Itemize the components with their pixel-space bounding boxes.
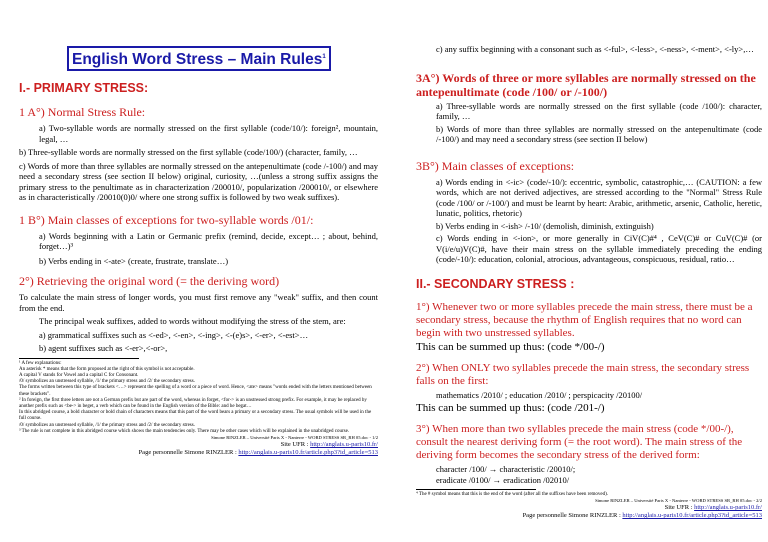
rule-3b-heading: 3B°) Main classes of exceptions: bbox=[416, 158, 575, 173]
rule-2-weak-suffixes: The principal weak suffixes, added to words without modifying the stress of the stem, are: bbox=[39, 316, 346, 327]
secondary-rule-3-example-2: eradicate /0100/ → eradication /02010/ bbox=[436, 474, 570, 485]
secondary-rule-2: 2°) When ONLY two syllables precede the main stress, the secondary stress falls on the first: bbox=[416, 361, 750, 387]
suffix-c-item: c) any suffix beginning with a consonant such as <-ful>, <-less>, <-ness>, <-ment>, <-ly>,… bbox=[436, 44, 754, 54]
section-secondary-stress: II.- SECONDARY STRESS : bbox=[416, 276, 575, 291]
rule-2-agent: b) agent suffixes such as <-er>,<-or>, bbox=[39, 343, 168, 354]
site-ufr-link[interactable]: http://anglais.u-paris10.fr/ bbox=[310, 441, 378, 449]
rule-1b-b: b) Verbs ending in <-ate> (create, frustrate, translate…) bbox=[39, 255, 229, 266]
rule-3b-c: c) Words ending in <-ion>, or more generally in CiV(C)#⁴ , CeV(C)# or CuV(C)# (or V(i/e/u)V(C)#, have their main stress on the syllable immediately preceding the ending (code/-10/): education, colonial, atrocious, advantageous, conspicuous, residual, ratio… bbox=[436, 233, 762, 264]
rule-3b-a: a) Words ending in <-ic> (code/-10/): eccentric, symbolic, catastrophic,… (CAUTION: a few words, which are not derived adjectives, are stressed according to the "Normal" Stress Rule (code /100/ or /-100/) and must be learnt by heart: Arabic, arithmetic, arsenic, Catholic, heretic, lunatic, politics, rhetoric) bbox=[436, 176, 762, 218]
rule-1b bbox=[19, 213, 378, 267]
secondary-rule-1: 1°) Whenever two or more syllables precede the main stress, there must be a secondary stress, because the rhythm of English requires that no word can begin with two unstressed syllables. bbox=[416, 300, 753, 339]
rule-1a-heading: 1 A°) Normal Stress Rule: bbox=[19, 105, 146, 120]
right-page bbox=[388, 0, 768, 542]
rule-1a-a: a) Two-syllable words are normally stressed on the first syllable (code/10/): foreign², mountain, legal, … bbox=[39, 123, 378, 144]
footnote-divider bbox=[19, 358, 139, 359]
secondary-rule-2-summary: This can be summed up thus: (code /201-/) bbox=[416, 402, 605, 414]
rule-1b-a: a) Words beginning with a Latin or Germanic prefix (remind, decide, except… ; about, behind, forget…)³ bbox=[39, 230, 378, 252]
rule-1b-heading: 1 B°) Main classes of exceptions for two-syllable words /01/: bbox=[19, 212, 314, 227]
rule-3a-b: b) Words of more than three syllables are normally stressed on the antepenultimate (code /-100/) and may need a secondary stress (see section II below) bbox=[436, 123, 762, 144]
personal-page-link[interactable]: http://anglais.u-paris10.fr/article.php3?id_article=513 bbox=[238, 449, 378, 457]
footnote-line: /0/ symbolizes an unstressed syllable, /1/ the primary stress and /2/ the secondary stress. bbox=[19, 422, 195, 428]
page-footer: Simone RINZLER – Université Paris X - Nanterre - WORD STRESS SR_RH 05.doc - 2/2 bbox=[595, 498, 762, 504]
secondary-rule-3-example-1: character /100/ → characteristic /20010/; bbox=[436, 464, 576, 474]
personal-page: Page personnelle Simone RINZLER : http://anglais.u-paris10.fr/article.php3?id_article=513 bbox=[138, 449, 378, 457]
rule-1a-c: c) Words of more than three syllables are normally stressed on the antepenultimate (code /-100/) and may need a secondary stress (see section II below) original, curiosity, …(unless a strong suffix assigns the primary stress to the penultimate as in characterization /200010/, popularization /200010/, or elsewhere as in characteristically /20010(0)0/ where one strong suffix is followed by two weak suffixes). bbox=[19, 160, 378, 203]
footnote-line: /0/ symbolizes an unstressed syllable, /1/ the primary stress and /2/ the secondary stress. bbox=[19, 379, 195, 385]
secondary-rule-2-examples: mathematics /2010/ ; education /2010/ ; perspicacity /20100/ bbox=[436, 389, 643, 400]
rule-2 bbox=[19, 274, 378, 354]
footnote-line: In this abridged course, a bold character or bold chain of characters means that this part of the word bears a primary or a secondary stress. The usual symbols will be used in the full course. bbox=[19, 410, 372, 422]
rule-2-heading: 2°) Retrieving the original word (= the deriving word) bbox=[19, 274, 280, 289]
footnote-line: ¹ A few explanations: bbox=[19, 360, 62, 366]
footnote-divider bbox=[416, 489, 536, 490]
section-primary-stress: I.- PRIMARY STRESS: bbox=[19, 81, 149, 96]
secondary-rule-1-summary: This can be summed up thus: (code */00-/) bbox=[416, 340, 605, 353]
site-ufr-link[interactable]: http://anglais.u-paris10.fr/ bbox=[694, 504, 762, 512]
page-footer: Simone RINZLER – Université Paris X - Nanterre - WORD STRESS SR_RH 05.doc - 1/2 bbox=[211, 435, 378, 441]
rule-1a-b: b) Three-syllable words are normally stressed on the first syllable (code/100/) (character, family, … bbox=[19, 147, 358, 158]
rule-2-intro: To calculate the main stress of longer words, you must first remove any "weak" suffix, and then count from the end. bbox=[19, 292, 378, 313]
rule-1a bbox=[19, 105, 378, 203]
footnote-line: ³ The rule is not complete in this abridged course which shows the main tendencies only. There may be other cases which will be explained in the unabridged course. bbox=[19, 428, 350, 434]
site-ufr: Site UFR : http://anglais.u-paris10.fr/ bbox=[280, 441, 378, 449]
site-ufr: Site UFR : http://anglais.u-paris10.fr/ bbox=[664, 504, 762, 512]
secondary-rule-3: 3°) When more than two syllables precede the main stress (code */00-/), consult the nearest deriving form (= the root word). The main stress of the deriving form becomes the secondary stress of the derived form: bbox=[416, 423, 743, 461]
footnote-line: ² In foreign, the first three letters are not a German prefix but are part of the word, whereas in forget, <for-> is an unstressed strong prefix. For example, it may be replaced by another prefix such as <be-> in beget, a verb which can be found in the English version of the Bible: and he begat… bbox=[19, 397, 367, 410]
rule-3b-b: b) Verbs ending in <-ish> /-10/ (demolish, diminish, extinguish) bbox=[436, 220, 654, 231]
personal-page-link[interactable]: http://anglais.u-paris10.fr/article.php3?id_article=513 bbox=[622, 512, 762, 520]
footnote-line: The forms written between this type of brackets <…> represent the spelling of a word or a piece of word. Hence, <ate> means "words ended with the letters mentioned between these brackets". bbox=[19, 385, 372, 397]
footnote-4: ⁴ The # symbol means that this is the end of the word (after all the suffixes have been removed). bbox=[416, 492, 609, 497]
footnote-line: A capital V stands for Vowel and a capital C for Consonant. bbox=[19, 373, 139, 379]
footnote-line: An asterisk * means that the form proposed at the right of this symbol is not acceptable. bbox=[19, 366, 195, 372]
rule-3a-heading: 3A°) Words of three or more syllables are normally stressed on the antepenultimate (code /100/ or /-100/) bbox=[416, 70, 756, 99]
rule-3a-a: a) Three-syllable words are normally stressed on the first syllable (code /100/): character, family, … bbox=[436, 100, 762, 121]
footnotes bbox=[19, 358, 378, 457]
rule-2-grammatical: a) grammatical suffixes such as <-ed>, <-en>, <-ing>, <-(e)s>, <-er>, <-est>… bbox=[39, 329, 309, 340]
page-title: English Word Stress – Main Rules$^1$ bbox=[67, 46, 331, 71]
personal-page: Page personnelle Simone RINZLER : http://anglais.u-paris10.fr/article.php3?id_article=513 bbox=[522, 512, 762, 520]
